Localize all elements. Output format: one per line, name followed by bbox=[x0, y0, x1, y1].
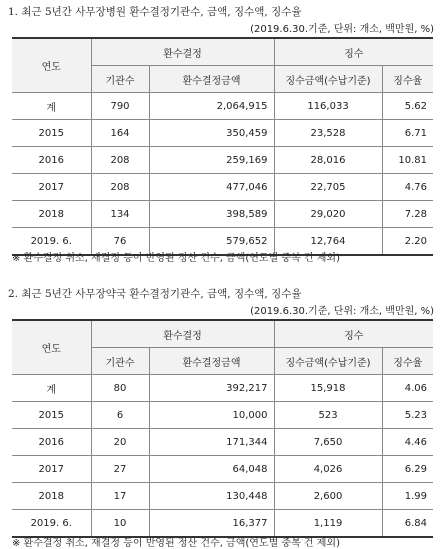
header-amount: 환수결정금액 bbox=[149, 66, 274, 93]
data-table bbox=[12, 319, 433, 538]
cell-institutions: 134 bbox=[91, 201, 149, 228]
cell-rate: 5.62 bbox=[382, 93, 433, 120]
table-row bbox=[12, 456, 433, 483]
header-rate: 징수율 bbox=[382, 348, 433, 375]
cell-year: 2019. 6. bbox=[12, 510, 91, 538]
cell-collected: 523 bbox=[274, 402, 382, 429]
cell-collected: 28,016 bbox=[274, 147, 382, 174]
cell-rate: 4.46 bbox=[382, 429, 433, 456]
cell-rate: 6.71 bbox=[382, 120, 433, 147]
cell-amount: 10,000 bbox=[149, 402, 274, 429]
table-row bbox=[12, 147, 433, 174]
cell-institutions: 27 bbox=[91, 456, 149, 483]
section-title: 2. 최근 5년간 사무장약국 환수결정기관수, 금액, 징수액, 징수율 bbox=[8, 288, 302, 300]
cell-collected: 1,119 bbox=[274, 510, 382, 538]
table-row bbox=[12, 402, 433, 429]
cell-collected: 116,033 bbox=[274, 93, 382, 120]
cell-institutions: 164 bbox=[91, 120, 149, 147]
cell-rate: 2.20 bbox=[382, 228, 433, 256]
cell-institutions: 17 bbox=[91, 483, 149, 510]
cell-amount: 64,048 bbox=[149, 456, 274, 483]
cell-year: 2016 bbox=[12, 429, 91, 456]
table-row bbox=[12, 201, 433, 228]
cell-amount: 579,652 bbox=[149, 228, 274, 256]
cell-amount: 171,344 bbox=[149, 429, 274, 456]
cell-year: 계 bbox=[12, 375, 91, 402]
header-group-collection: 징수 bbox=[274, 320, 433, 348]
cell-institutions: 10 bbox=[91, 510, 149, 538]
cell-year: 2016 bbox=[12, 147, 91, 174]
header-collected: 징수금액(수납기준) bbox=[274, 348, 382, 375]
header-rate: 징수율 bbox=[382, 66, 433, 93]
table-row bbox=[12, 510, 433, 538]
header-institutions: 기관수 bbox=[91, 66, 149, 93]
cell-rate: 4.76 bbox=[382, 174, 433, 201]
cell-amount: 16,377 bbox=[149, 510, 274, 538]
header-year: 연도 bbox=[12, 38, 91, 93]
cell-institutions: 6 bbox=[91, 402, 149, 429]
cell-rate: 6.29 bbox=[382, 456, 433, 483]
header-group-decision: 환수결정 bbox=[91, 320, 274, 348]
cell-year: 2018 bbox=[12, 201, 91, 228]
cell-collected: 23,528 bbox=[274, 120, 382, 147]
table-row bbox=[12, 174, 433, 201]
cell-year: 2015 bbox=[12, 402, 91, 429]
cell-collected: 2,600 bbox=[274, 483, 382, 510]
table-row bbox=[12, 93, 433, 120]
cell-institutions: 790 bbox=[91, 93, 149, 120]
cell-amount: 477,046 bbox=[149, 174, 274, 201]
cell-amount: 398,589 bbox=[149, 201, 274, 228]
cell-rate: 1.99 bbox=[382, 483, 433, 510]
cell-year: 계 bbox=[12, 93, 91, 120]
cell-institutions: 20 bbox=[91, 429, 149, 456]
cell-institutions: 208 bbox=[91, 174, 149, 201]
cell-amount: 2,064,915 bbox=[149, 93, 274, 120]
cell-collected: 4,026 bbox=[274, 456, 382, 483]
header-amount: 환수결정금액 bbox=[149, 348, 274, 375]
header-institutions: 기관수 bbox=[91, 348, 149, 375]
cell-rate: 5.23 bbox=[382, 402, 433, 429]
cell-amount: 350,459 bbox=[149, 120, 274, 147]
cell-year: 2017 bbox=[12, 174, 91, 201]
data-table bbox=[12, 37, 433, 256]
cell-year: 2015 bbox=[12, 120, 91, 147]
footnote: ※ 환수결정 취소, 재결정 등이 반영된 정산 건수, 금액(연도별 중복 건 제외) bbox=[12, 538, 340, 549]
header-collected: 징수금액(수납기준) bbox=[274, 66, 382, 93]
cell-collected: 7,650 bbox=[274, 429, 382, 456]
cell-rate: 10.81 bbox=[382, 147, 433, 174]
header-group-collection: 징수 bbox=[274, 38, 433, 66]
cell-amount: 392,217 bbox=[149, 375, 274, 402]
cell-collected: 12,764 bbox=[274, 228, 382, 256]
unit-note: (2019.6.30.기준, 단위: 개소, 백만원, %) bbox=[250, 306, 434, 317]
table-row bbox=[12, 429, 433, 456]
cell-collected: 29,020 bbox=[274, 201, 382, 228]
cell-amount: 130,448 bbox=[149, 483, 274, 510]
cell-institutions: 80 bbox=[91, 375, 149, 402]
cell-institutions: 76 bbox=[91, 228, 149, 256]
cell-year: 2019. 6. bbox=[12, 228, 91, 256]
cell-collected: 15,918 bbox=[274, 375, 382, 402]
cell-rate: 6.84 bbox=[382, 510, 433, 538]
cell-year: 2017 bbox=[12, 456, 91, 483]
cell-amount: 259,169 bbox=[149, 147, 274, 174]
cell-year: 2018 bbox=[12, 483, 91, 510]
cell-rate: 7.28 bbox=[382, 201, 433, 228]
header-group-decision: 환수결정 bbox=[91, 38, 274, 66]
footnote: ※ 환수결정 취소, 재결정 등이 반영된 정산 건수, 금액(연도별 중복 건 제외) bbox=[12, 253, 340, 264]
table-row bbox=[12, 483, 433, 510]
section-title: 1. 최근 5년간 사무장병원 환수결정기관수, 금액, 징수액, 징수율 bbox=[8, 6, 302, 18]
unit-note: (2019.6.30.기준, 단위: 개소, 백만원, %) bbox=[250, 24, 434, 35]
table-row bbox=[12, 120, 433, 147]
cell-collected: 22,705 bbox=[274, 174, 382, 201]
cell-rate: 4.06 bbox=[382, 375, 433, 402]
header-year: 연도 bbox=[12, 320, 91, 375]
cell-institutions: 208 bbox=[91, 147, 149, 174]
table-row bbox=[12, 375, 433, 402]
